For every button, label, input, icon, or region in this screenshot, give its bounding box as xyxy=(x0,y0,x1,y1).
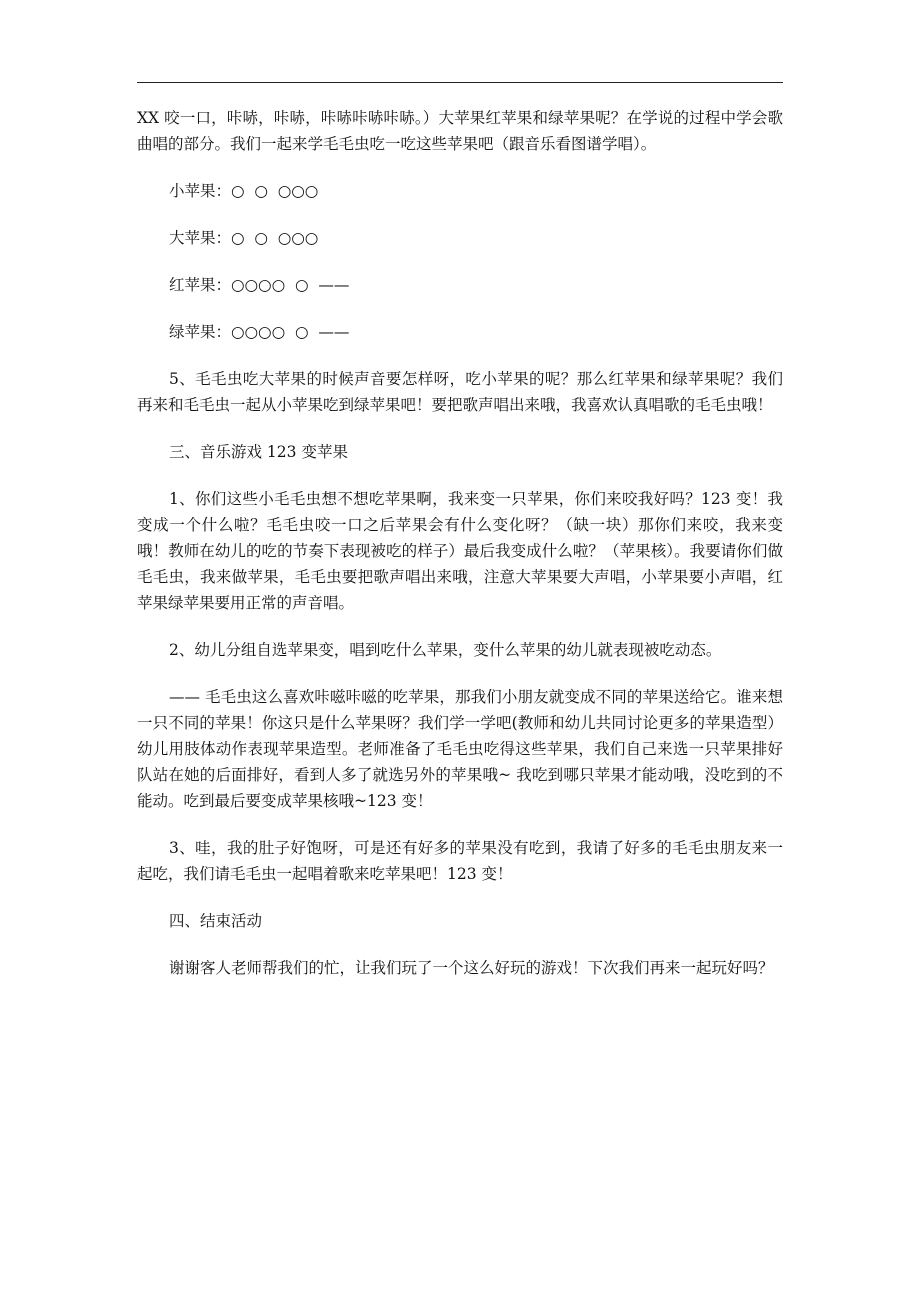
paragraph-game-dash: —— 毛毛虫这么喜欢咔嗞咔嗞的吃苹果，那我们小朋友就变成不同的苹果送给它。谁来想一只不同的苹果！你这只是什么苹果呀？我们学一学吧(教师和幼儿共同讨论更多的苹果造型）幼儿用肢体动作表现苹果造型。老师准备了毛毛虫吃得这些苹果，我们自己来选一只苹果排好队站在她的后面排好，看到人多了就选另外的苹果哦~ 我吃到哪只苹果才能动哦，没吃到的不能动。吃到最后要变成苹果核哦~123 变！ xyxy=(137,688,783,810)
paragraph-game-1: 1、你们这些小毛毛虫想不想吃苹果啊，我来变一只苹果，你们来咬我好吗？123 变！我变成一个什么啦？毛毛虫咬一口之后苹果会有什么变化呀？（缺一块）那你们来咬，我来变哦！教师在幼儿的吃的节奏下表现被吃的样子）最后我变成什么啦？（苹果核）。我要请你们做毛毛虫，我来做苹果，毛毛虫要把歌声唱出来哦，注意大苹果要大声唱，小苹果要小声唱，红苹果绿苹果要用正常的声音唱。 xyxy=(137,490,783,612)
notation-green-apple: 绿苹果：○○○○ ○ —— xyxy=(169,323,350,341)
document-body xyxy=(137,105,783,1002)
paragraph-game-2: 2、幼儿分组自选苹果变，唱到吃什么苹果，变什么苹果的幼儿就表现被吃动态。 xyxy=(169,641,722,659)
notation-red-apple: 红苹果：○○○○ ○ —— xyxy=(169,276,350,294)
paragraph-step-5: 5、毛毛虫吃大苹果的时候声音要怎样呀，吃小苹果的呢？那么红苹果和绿苹果呢？我们再来和毛毛虫一起从小苹果吃到绿苹果吧！要把歌声唱出来哦，我喜欢认真唱歌的毛毛虫哦！ xyxy=(137,370,783,414)
paragraph-closing: 谢谢客人老师帮我们的忙，让我们玩了一个这么好玩的游戏！下次我们再来一起玩好吗？ xyxy=(169,959,774,977)
section-heading-3: 三、音乐游戏 123 变苹果 xyxy=(169,443,348,461)
notation-big-apple: 大苹果：○ ○ ○○○ xyxy=(169,229,319,247)
paragraph-continued: XX 咬一口，咔哧，咔哧，咔哧咔哧咔哧。）大苹果红苹果和绿苹果呢？在学说的过程中学会歌曲唱的部分。我们一起来学毛毛虫吃一吃这些苹果吧（跟音乐看图谱学唱）。 xyxy=(137,109,783,153)
notation-small-apple: 小苹果：○ ○ ○○○ xyxy=(169,182,319,200)
paragraph-game-3: 3、哇，我的肚子好饱呀，可是还有好多的苹果没有吃到，我请了好多的毛毛虫朋友来一起吃，我们请毛毛虫一起唱着歌来吃苹果吧！123 变！ xyxy=(137,839,783,883)
header-rule xyxy=(137,82,783,83)
section-heading-4: 四、结束活动 xyxy=(169,912,263,930)
